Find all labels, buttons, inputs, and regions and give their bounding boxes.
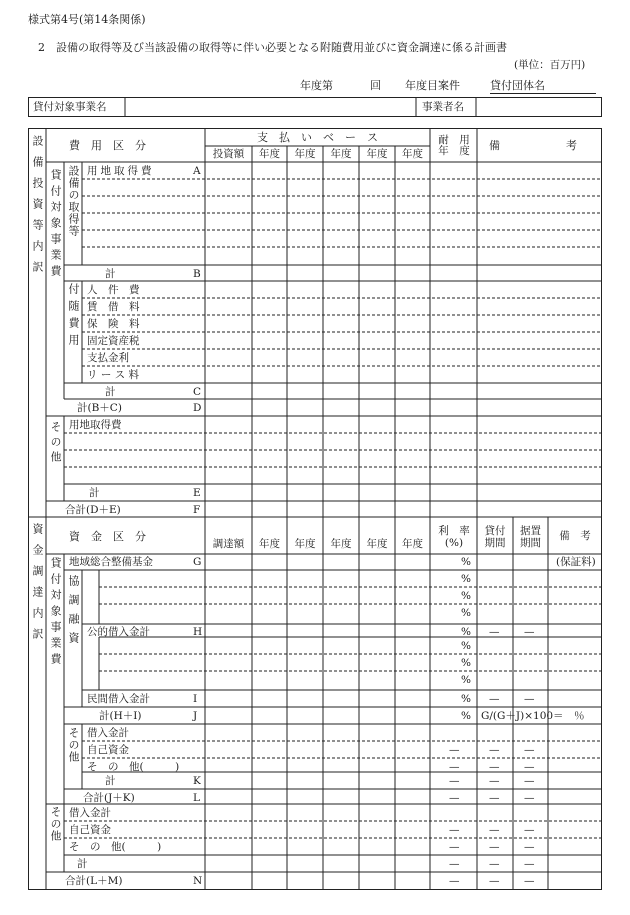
dash-oth2-grace: — — [524, 841, 535, 853]
code-j: J — [193, 710, 198, 722]
dash-h-grace: — — [524, 626, 535, 638]
guarantee-fee: (保証料) — [556, 556, 596, 568]
pct-i: % — [461, 693, 471, 705]
useful-life-header: 耐 用 年 度 — [438, 134, 470, 157]
code-c: C — [193, 386, 202, 398]
section1-side-label: 設備投資等内訳 — [31, 135, 44, 282]
code-l: L — [193, 792, 200, 804]
pct-j: % — [461, 710, 471, 722]
dash-own-rate: — — [449, 744, 460, 756]
row-total-lm: 合計(L＋M) — [65, 875, 123, 887]
remarks-header: 備 考 — [489, 139, 577, 152]
dash-n-loan: — — [489, 875, 500, 887]
unit-label: (単位：百万円) — [514, 59, 586, 71]
col-amount: 調達額 — [212, 538, 245, 550]
dash-oth2-loan: — — [489, 841, 500, 853]
dash-k-grace: — — [524, 775, 535, 787]
row-borrow-total: 借入金計 — [87, 727, 129, 739]
group-equipment-label: 設備の取得等 — [67, 165, 80, 237]
formula: G/(G＋J)×100＝ ％ — [481, 710, 585, 722]
dash-oth-loan: — — [489, 761, 500, 773]
row-own-funds: 自己資金 — [87, 744, 129, 756]
pct-3: % — [461, 607, 471, 619]
row-other-paren-2: そ の 他( ) — [69, 841, 162, 853]
s2-col-year-3: 年度 — [330, 538, 352, 550]
col-invest: 投資額 — [212, 148, 245, 160]
dash-n-rate: — — [449, 875, 460, 887]
pct-4: % — [461, 640, 471, 652]
s2-remarks-header: 備 考 — [559, 530, 591, 542]
dash-k-loan: — — [489, 775, 500, 787]
group-target-label: 貸付対象事業費 — [49, 169, 62, 281]
row-own-funds-2: 自己資金 — [69, 824, 111, 836]
s2-col-year-4: 年度 — [366, 538, 388, 550]
group-other-inner-label: その他 — [67, 727, 80, 763]
dash-own2-rate: — — [449, 824, 460, 836]
info-row — [28, 97, 602, 117]
pct-6: % — [461, 674, 471, 686]
dash-m-rate: — — [449, 858, 460, 870]
group-name-label: 貸付団体名 — [490, 80, 596, 94]
pct-1: % — [461, 573, 471, 585]
code-a: A — [193, 165, 201, 177]
operator-label: 事業者名 — [422, 101, 464, 113]
dash-l-loan: — — [489, 792, 500, 804]
row-subtotal-e: 計 — [89, 487, 100, 499]
dash-own2-grace: — — [524, 824, 535, 836]
group-other-outer-label: その他 — [49, 806, 62, 842]
row-subtotal-k: 計 — [105, 775, 116, 787]
section2-side-label: 資金調達内訳 — [31, 523, 44, 649]
code-g: G — [193, 556, 202, 568]
dash-n-grace: — — [524, 875, 535, 887]
dash-i-grace: — — [524, 693, 535, 705]
target-year-label: 年度目案件 — [405, 79, 460, 92]
row-property-tax: 固定資産税 — [87, 335, 140, 347]
dash-own2-loan: — — [489, 824, 500, 836]
s2-group-target-label: 貸付対象事業費 — [49, 557, 62, 669]
row-insurance: 保 険 料 — [87, 318, 140, 330]
row-lease-rent: 賃 借 料 — [87, 301, 140, 313]
dash-own-grace: — — [524, 744, 535, 756]
pct-h: % — [461, 626, 471, 638]
code-b: B — [193, 268, 201, 280]
row-subtotal-m: 計 — [77, 858, 88, 870]
dash-k-rate: — — [449, 775, 460, 787]
grace-period-header: 据置 期間 — [520, 525, 541, 549]
row-subtotal-c: 計 — [105, 386, 116, 398]
s2-col-year-2: 年度 — [294, 538, 316, 550]
loan-period-header: 貸付 期間 — [484, 525, 506, 549]
s2-col-year-5: 年度 — [402, 538, 423, 550]
row-borrow-total-2: 借入金計 — [69, 807, 111, 819]
dash-m-grace: — — [524, 858, 535, 870]
pct-5: % — [461, 657, 471, 669]
interest-rate-header: 利 率 (%) — [438, 525, 470, 549]
code-h: H — [193, 626, 203, 638]
col-year-5: 年度 — [402, 148, 423, 160]
code-e: E — [193, 487, 201, 499]
dash-own-loan: — — [489, 744, 500, 756]
page-title: 2 設備の取得等及び当該設備の取得等に伴い必要となる附随費用並びに資金調達に係る計画書 — [38, 41, 507, 54]
row-other-paren: そ の 他( ) — [87, 761, 180, 773]
row-total-hi: 計(H＋I) — [99, 710, 142, 722]
operator-field[interactable] — [507, 99, 625, 115]
dash-oth-rate: — — [449, 761, 460, 773]
target-business-label: 貸付対象事業名 — [33, 101, 107, 113]
group-incidental-label: 付随費用 — [67, 283, 80, 351]
group-coop-label: 協調融資 — [67, 575, 80, 651]
dash-m-loan: — — [489, 858, 500, 870]
form-number: 様式第4号(第14条関係) — [28, 13, 146, 26]
row-labor: 人 件 費 — [87, 284, 140, 296]
dash-h-loan: — — [489, 626, 500, 638]
pct-g: % — [461, 556, 471, 568]
row-total-bc: 計(B＋C) — [77, 402, 122, 414]
row-regional-fund: 地域総合整備基金 — [69, 556, 153, 568]
payment-base-header: 支 払 い ベ ー ス — [257, 131, 378, 144]
pct-2: % — [461, 590, 471, 602]
s2-col-year-1: 年度 — [259, 538, 280, 550]
code-i: I — [193, 693, 198, 705]
year-number-label: 年度第 — [300, 79, 333, 92]
row-lease-fee: リ ー ス 料 — [87, 369, 140, 381]
section1-category-header: 費 用 区 分 — [69, 139, 146, 152]
col-year-1: 年度 — [259, 148, 280, 160]
row-other-land: 用地取得費 — [69, 419, 122, 431]
row-total-jk: 合計(J＋K) — [83, 792, 135, 804]
dash-i-loan: — — [489, 693, 500, 705]
col-year-2: 年度 — [294, 148, 316, 160]
code-n: N — [193, 875, 203, 887]
target-business-field[interactable] — [147, 99, 415, 115]
code-k: K — [193, 775, 201, 787]
row-interest: 支払金利 — [87, 352, 129, 364]
dash-l-grace: — — [524, 792, 535, 804]
row-land-acquisition: 用地取得費 — [87, 165, 155, 177]
dash-oth-grace: — — [524, 761, 535, 773]
code-d: D — [193, 402, 202, 414]
dash-l-rate: — — [449, 792, 460, 804]
row-subtotal-b: 計 — [105, 268, 116, 280]
plan-table — [28, 128, 602, 890]
round-label: 回 — [370, 79, 381, 92]
section2-category-header: 資 金 区 分 — [69, 530, 146, 543]
col-year-3: 年度 — [330, 148, 352, 160]
col-year-4: 年度 — [366, 148, 388, 160]
row-public-loan: 公的借入金計 — [87, 626, 150, 638]
row-private-loan: 民間借入金計 — [87, 693, 150, 705]
dash-oth2-rate: — — [449, 841, 460, 853]
row-total-de: 合計(D＋E) — [65, 504, 121, 516]
group-other-label: その他 — [49, 421, 62, 466]
code-f: F — [193, 504, 201, 516]
